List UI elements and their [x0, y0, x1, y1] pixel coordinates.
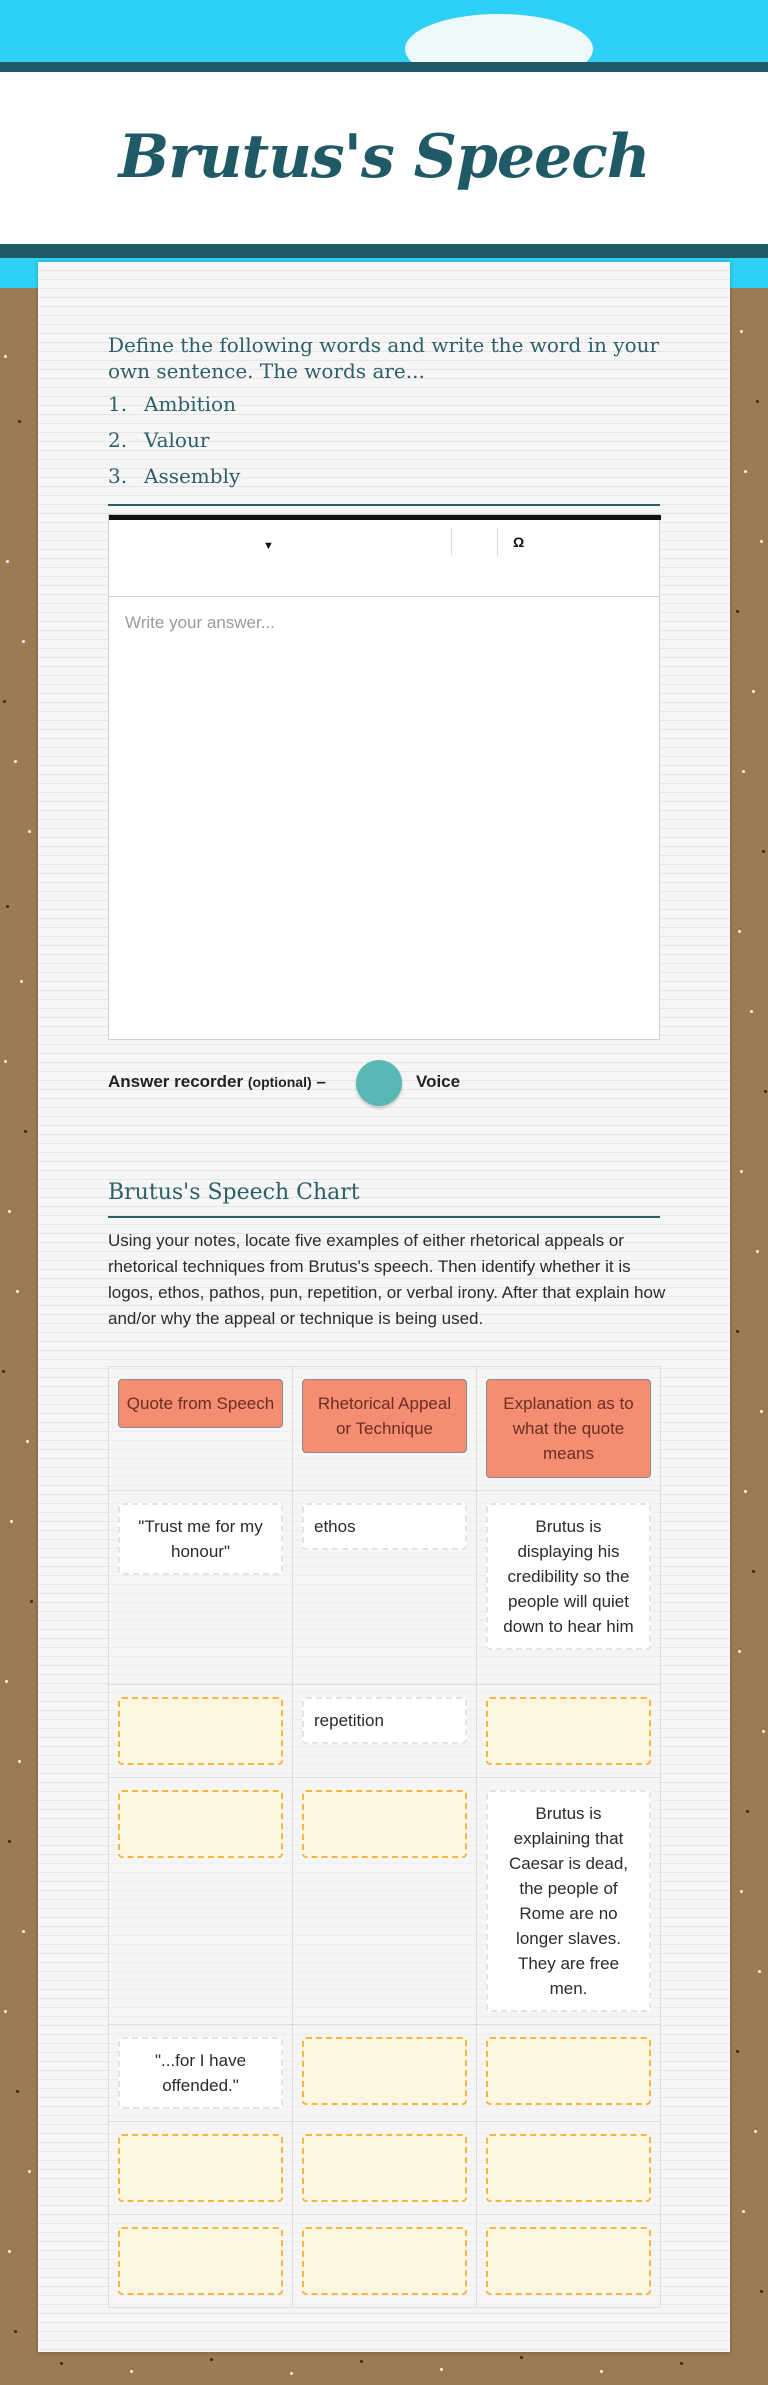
empty-drop-zone[interactable]	[302, 1790, 467, 1858]
background-dot	[4, 355, 7, 358]
answer-card[interactable]: Brutus is displaying his credibility so the people will quiet down to hear him	[486, 1503, 651, 1650]
item-label: Valour	[144, 428, 210, 452]
background-dot	[26, 1440, 29, 1443]
question-prompt: Define the following words and write the word in your own sentence. The words are...	[108, 333, 660, 383]
background-dot	[752, 1570, 755, 1573]
voice-record-button[interactable]	[356, 1060, 402, 1106]
format-dropdown-caret-icon[interactable]: ▼	[263, 540, 274, 552]
background-dot	[744, 470, 747, 473]
table-cell	[477, 1778, 661, 2025]
background-dot	[736, 1330, 739, 1333]
background-dot	[742, 770, 745, 773]
question-item	[108, 428, 209, 452]
background-dot	[16, 2090, 19, 2093]
background-dot	[130, 2370, 133, 2373]
table-cell	[477, 2025, 661, 2122]
answer-recorder	[108, 1056, 668, 1106]
background-dot	[752, 690, 755, 693]
background-dot	[756, 1250, 759, 1253]
table-cell	[477, 1685, 661, 1778]
background-dot	[750, 1010, 753, 1013]
background-dot	[4, 1060, 7, 1063]
header-cell	[293, 1367, 477, 1491]
item-number: 1.	[108, 392, 128, 416]
empty-drop-zone[interactable]	[486, 2227, 651, 2295]
empty-drop-zone[interactable]	[486, 1697, 651, 1765]
background-dot	[10, 1520, 13, 1523]
answer-card[interactable]: "...for I have offended."	[118, 2037, 283, 2109]
empty-drop-zone[interactable]	[302, 2037, 467, 2105]
answer-card[interactable]: ethos	[302, 1503, 467, 1550]
background-dot	[600, 2370, 603, 2373]
table-header-row	[109, 1367, 661, 1491]
answer-card[interactable]: "Trust me for my honour"	[118, 1503, 283, 1575]
header-card-technique: Rhetorical Appeal or Technique	[302, 1379, 467, 1453]
background-dot	[210, 2358, 213, 2361]
background-dot	[360, 2360, 363, 2363]
question-divider	[108, 504, 660, 506]
table-cell	[293, 2025, 477, 2122]
background-dot	[18, 1760, 21, 1763]
background-dot	[440, 2368, 443, 2371]
background-dot	[3, 700, 6, 703]
header-bar-bottom	[0, 244, 768, 258]
special-character-omega-button[interactable]: Ω	[513, 534, 525, 550]
background-dot	[8, 1210, 11, 1213]
background-dot	[740, 330, 743, 333]
table-row	[109, 2122, 661, 2215]
sky-banner	[0, 0, 768, 62]
table-cell	[293, 1778, 477, 2025]
background-dot	[22, 1930, 25, 1933]
background-dot	[60, 2362, 63, 2365]
table-row	[109, 2025, 661, 2122]
background-dot	[16, 1290, 19, 1293]
answer-textarea[interactable]	[109, 597, 659, 1039]
chart-instructions: Using your notes, locate five examples of either rhetorical appeals or rhetorical techniques from Brutus's speech. Then identify whether it is logos, ethos, pathos, pun, repetition, or verbal irony. After that explain how and/or why the appeal or technique is being used.	[108, 1231, 666, 1328]
table-cell	[293, 2215, 477, 2308]
background-dot	[30, 1600, 33, 1603]
background-dot	[290, 2372, 293, 2375]
background-dot	[28, 830, 31, 833]
voice-label: Voice	[416, 1072, 461, 1091]
background-dot	[754, 2130, 757, 2133]
background-dot	[760, 540, 763, 543]
table-cell	[293, 1685, 477, 1778]
item-label: Ambition	[144, 392, 236, 416]
cloud-decoration	[405, 14, 593, 62]
empty-drop-zone[interactable]	[118, 1697, 283, 1765]
background-dot	[736, 610, 739, 613]
table-row	[109, 1491, 661, 1685]
table-cell	[109, 2025, 293, 2122]
background-dot	[738, 1650, 741, 1653]
page-header	[0, 72, 768, 244]
answer-card[interactable]: repetition	[302, 1697, 467, 1744]
item-number: 2.	[108, 428, 128, 452]
background-dot	[8, 1840, 11, 1843]
background-dot	[6, 905, 9, 908]
table-row	[109, 1778, 661, 2025]
empty-drop-zone[interactable]	[302, 2227, 467, 2295]
background-dot	[4, 2010, 7, 2013]
background-dot	[8, 2250, 11, 2253]
table-cell	[109, 2215, 293, 2308]
background-dot	[762, 1730, 765, 1733]
toolbar-divider	[451, 528, 452, 556]
background-dot	[740, 1170, 743, 1173]
background-dot	[5, 1680, 8, 1683]
background-dot	[680, 2362, 683, 2365]
question-item	[108, 464, 240, 488]
item-number: 3.	[108, 464, 128, 488]
background-dot	[736, 2050, 739, 2053]
background-dot	[746, 1810, 749, 1813]
recorder-title: Answer recorder	[108, 1072, 244, 1091]
item-label: Assembly	[144, 464, 241, 488]
background-dot	[22, 640, 25, 643]
table-cell	[109, 1491, 293, 1685]
background-dot	[28, 2170, 31, 2173]
header-bar-top	[0, 62, 768, 72]
recorder-label	[108, 1072, 326, 1092]
background-dot	[2, 1370, 5, 1373]
table-row	[109, 1685, 661, 1778]
toolbar-divider	[497, 528, 498, 556]
background-dot	[760, 1410, 763, 1413]
table-cell	[477, 2122, 661, 2215]
background-dot	[6, 560, 9, 563]
recorder-optional-note: (optional)	[247, 1074, 312, 1090]
table-cell	[293, 1491, 477, 1685]
background-dot	[14, 2330, 17, 2333]
rich-text-editor	[108, 514, 660, 1040]
worksheet-paper	[38, 262, 730, 2352]
header-cell	[477, 1367, 661, 1491]
answer-card[interactable]: Brutus is explaining that Caesar is dead, the people of Rome are no longer slaves. They are free men.	[486, 1790, 651, 2012]
empty-drop-zone[interactable]	[486, 2037, 651, 2105]
editor-toolbar	[109, 520, 659, 597]
background-dot	[520, 2356, 523, 2359]
header-cell	[109, 1367, 293, 1491]
table-cell	[109, 1685, 293, 1778]
background-dot	[740, 1890, 743, 1893]
page-title: Brutus's Speech	[118, 122, 650, 192]
question-item	[108, 392, 236, 416]
background-dot	[20, 980, 23, 983]
empty-drop-zone[interactable]	[118, 1790, 283, 1858]
header-card-explanation: Explanation as to what the quote means	[486, 1379, 651, 1478]
background-dot	[738, 930, 741, 933]
background-dot	[24, 1130, 27, 1133]
empty-drop-zone[interactable]	[118, 2134, 283, 2202]
empty-drop-zone[interactable]	[118, 2227, 283, 2295]
recorder-dash: –	[311, 1072, 326, 1091]
background-dot	[742, 2210, 745, 2213]
table-cell	[109, 2122, 293, 2215]
background-dot	[756, 400, 759, 403]
background-dot	[764, 1090, 767, 1093]
table-cell	[293, 2122, 477, 2215]
table-cell	[109, 1778, 293, 2025]
background-dot	[760, 2290, 763, 2293]
table-cell	[477, 1491, 661, 1685]
chart-divider	[108, 1216, 660, 1218]
background-dot	[758, 1970, 761, 1973]
table-cell	[477, 2215, 661, 2308]
drag-drop-chart	[108, 1366, 661, 2308]
chart-title: Brutus's Speech Chart	[108, 1180, 360, 1205]
background-dot	[744, 1490, 747, 1493]
empty-drop-zone[interactable]	[486, 2134, 651, 2202]
background-dot	[762, 850, 765, 853]
table-row	[109, 2215, 661, 2308]
empty-drop-zone[interactable]	[302, 2134, 467, 2202]
header-card-quote: Quote from Speech	[118, 1379, 283, 1428]
background-dot	[18, 420, 21, 423]
background-dot	[14, 760, 17, 763]
